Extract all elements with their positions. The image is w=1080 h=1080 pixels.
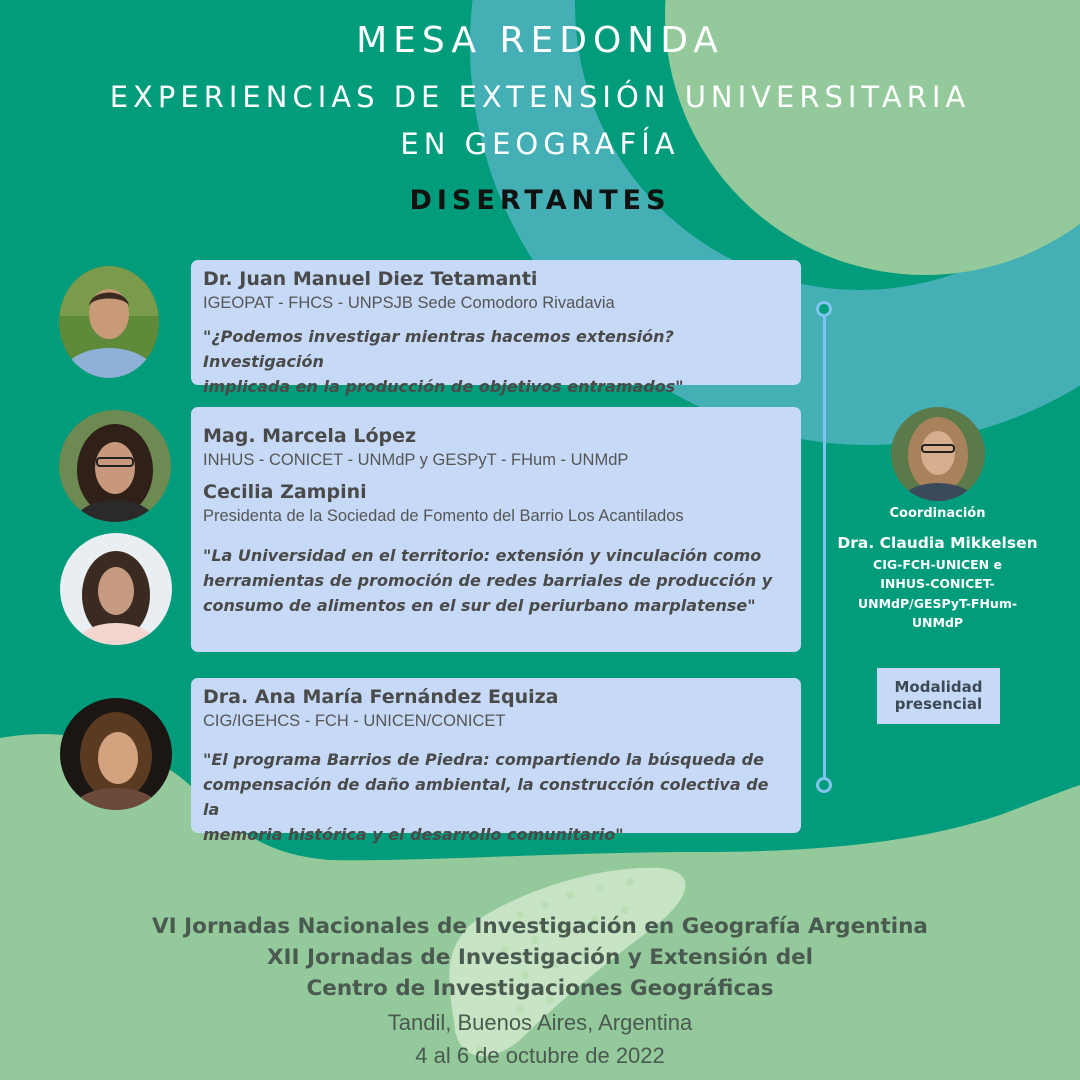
speaker-1-affiliation: IGEOPAT - FHCS - UNPSJB Sede Comodoro Rivadavia <box>203 294 615 312</box>
talk-1-title-line1: "¿Podemos investigar mientras hacemos extensión? Investigación <box>203 327 674 371</box>
coordinator-photo <box>891 407 985 501</box>
event-subtitle-line1: EXPERIENCIAS DE EXTENSIÓN UNIVERSITARIA <box>109 80 971 114</box>
speaker-1-photo <box>59 266 159 378</box>
timeline-line <box>823 311 826 783</box>
timeline-dot-bottom <box>816 777 832 793</box>
speaker-3-photo <box>60 533 172 645</box>
coordinator-affiliation-line3: UNMdP/GESPyT-FHum- <box>857 596 1018 611</box>
footer-date: 4 al 6 de octubre de 2022 <box>415 1043 665 1068</box>
talk-2-title-line1: "La Universidad en el territorio: extensión y vinculación como <box>203 546 762 565</box>
speaker-3-name: Cecilia Zampini <box>203 481 367 503</box>
speaker-4-photo <box>60 698 172 810</box>
section-heading: DISERTANTES <box>409 185 671 216</box>
speaker-card-3 <box>191 678 801 844</box>
footer-event-line1: VI Jornadas Nacionales de Investigación en Geografía Argentina <box>152 914 928 939</box>
coordinator-affiliation-line2: INHUS-CONICET- <box>880 576 995 591</box>
speaker-3-affiliation: Presidenta de la Sociedad de Fomento del Barrio Los Acantilados <box>203 507 684 525</box>
modality-line2: presencial <box>894 695 983 713</box>
talk-2-title-line2: herramientas de promoción de redes barriales de producción y <box>203 571 773 590</box>
modality-badge <box>877 668 1000 724</box>
talk-2-title-line3: consumo de alimentos en el sur del periurbano marplatense" <box>203 596 756 615</box>
footer-event-line2: XII Jornadas de Investigación y Extensión del <box>266 945 814 970</box>
speaker-1-name: Dr. Juan Manuel Diez Tetamanti <box>203 268 538 290</box>
footer-event-line3: Centro de Investigaciones Geográficas <box>306 976 774 1001</box>
talk-3-title-line3: memoria histórica y el desarrollo comunitario" <box>203 825 624 844</box>
coordinator-name: Dra. Claudia Mikkelsen <box>837 534 1038 552</box>
talk-3-title-line2: compensación de daño ambiental, la construcción colectiva de la <box>203 775 769 819</box>
talk-1-title-line2: implicada en la producción de objetivos entramados" <box>203 377 684 396</box>
speaker-4-name: Dra. Ana María Fernández Equiza <box>203 686 559 708</box>
speaker-2-name: Mag. Marcela López <box>203 425 417 447</box>
event-subtitle-line2: EN GEOGRAFÍA <box>400 127 680 161</box>
speaker-card-1 <box>191 260 801 396</box>
speaker-2-affiliation: INHUS - CONICET - UNMdP y GESPyT - FHum - UNMdP <box>203 451 629 469</box>
speaker-card-2 <box>191 407 801 652</box>
coordinator-affiliation-line1: CIG-FCH-UNICEN e <box>873 557 1002 572</box>
timeline-dot-top <box>816 301 832 317</box>
footer-location: Tandil, Buenos Aires, Argentina <box>387 1010 693 1035</box>
modality-line1: Modalidad <box>894 678 983 696</box>
speaker-4-affiliation: CIG/IGEHCS - FCH - UNICEN/CONICET <box>203 712 506 730</box>
coordination-label: Coordinación <box>889 506 986 521</box>
coordinator-affiliation-line4: UNMdP <box>911 615 964 630</box>
speaker-2-photo <box>59 410 171 522</box>
event-title: MESA REDONDA <box>356 20 724 61</box>
talk-3-title-line1: "El programa Barrios de Piedra: compartiendo la búsqueda de <box>203 750 764 769</box>
